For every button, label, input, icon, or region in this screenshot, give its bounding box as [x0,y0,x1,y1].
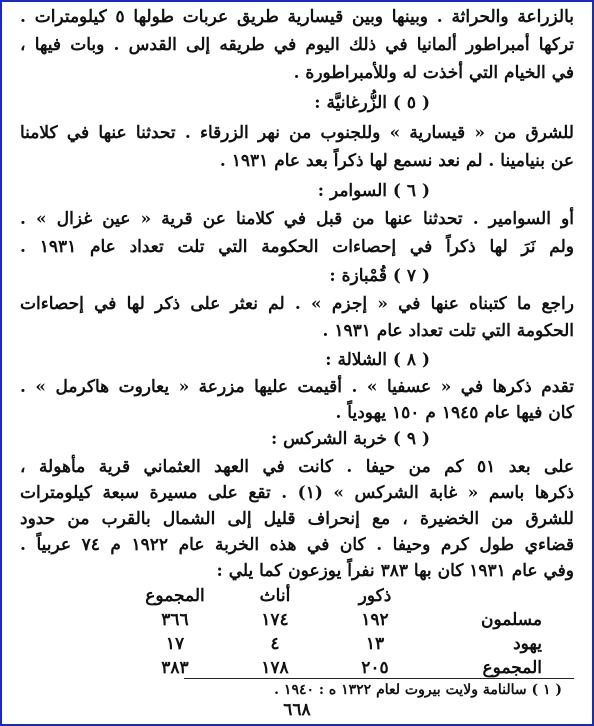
table-cell: المجموع [482,658,542,678]
body-line: عن بنيامينا . لم نعد نسمع لها ذكراً بعد عام ١٩٣١ . [219,151,574,171]
footnote-divider [184,678,574,679]
body-line: للشرق من الخضيرة ، مع إنحراف قليل إلى الشمال بالقرب من حدود [20,509,574,529]
section-heading: ( ٩ ) خربة الشركس : [270,429,430,449]
section-heading: ( ٨ ) الشلالة : [325,350,430,370]
table-header-cell: أناث [259,586,291,606]
page-number: ٦٦٨ [283,700,311,720]
table-cell: ٤ [270,634,280,654]
body-line: ولم نَرَ لها ذكراً في إحصاءات الحكومة التي تلت تعداد عام ١٩٣١ . [20,237,574,257]
table-header-row [14,586,580,610]
table-cell: يهود [513,634,542,654]
body-line: بالزراعة والحراثة . وبينها وبين قيسارية طريق عربات طولها ٥ كيلومترات . [20,7,575,27]
body-line: على بعد ٥١ كم من حيفا . كانت في العهد العثماني قرية مأهولة ، [20,457,574,477]
table-row [14,610,580,634]
body-line: أو السوامير . تحدثنا عنها من قبل في كلامنا عن قرية « عين غزال » . [20,209,574,229]
table-cell: ٣٨٣ [161,658,189,678]
section-heading: ( ٥ ) الزُّرغانيَّة : [314,93,430,113]
table-cell: ٣٦٦ [161,610,189,630]
body-line: تركها أمبراطور ألمانيا في ذلك اليوم في طريقه إلى القدس . وبات فيها ، [20,35,574,55]
table-row [14,634,580,658]
table-cell: ١٧ [165,634,185,654]
body-line: قضاءي طول كرم وحيفا . كان في هذه الخربة عام ١٩٢٢ م ٧٤ عربياً . [20,535,574,555]
table-header-cell: ذكور [358,586,392,606]
body-line: ذكرها باسم « غابة الشركس » (١) . تقع على مسيرة سبعة كيلومترات [20,483,574,503]
table-cell: ١٧٤ [261,610,289,630]
body-line: وفي عام ١٩٣١ كان بها ٣٨٣ نفراً يوزعون كما يلي : [216,561,574,581]
body-line: تقدم ذكرها في « عسفيا » . أقيمت عليها مزرعة « يعاروت هاكرمل » . [20,377,574,397]
table-cell: ١٣ [365,634,385,654]
document-page [14,6,580,720]
body-line: كان فيها عام ١٩٤٥ م ١٥٠ يهودياً . [335,403,574,423]
body-line: للشرق من « قيسارية » وللجنوب من نهر الزرقاء . تحدثنا عنها في كلامنا [20,123,574,143]
table-cell: ١٧٨ [261,658,289,678]
table-cell: مسلمون [481,610,542,630]
body-line: الحكومة التي تلت تعداد عام ١٩٣١ . [322,321,574,341]
body-line: في الخيام التي أخذت له وللأمبراطورة . [293,63,574,83]
section-heading: ( ٧ ) قُمْبازة : [329,266,430,286]
body-line: راجع ما كتبناه عنها في « إجزم » . لم نعثر على ذكر لها في إحصاءات [20,294,574,314]
table-cell: ١٩٢ [361,610,389,630]
section-heading: ( ٦ ) السوامر : [317,181,430,201]
table-header-cell: المجموع [145,586,205,606]
table-cell: ٢٠٥ [361,658,389,678]
footnote: ( ١ ) سالنامة ولايت بيروت لعام ١٣٢٢ ه : ١٩٤٠ . [274,682,562,698]
